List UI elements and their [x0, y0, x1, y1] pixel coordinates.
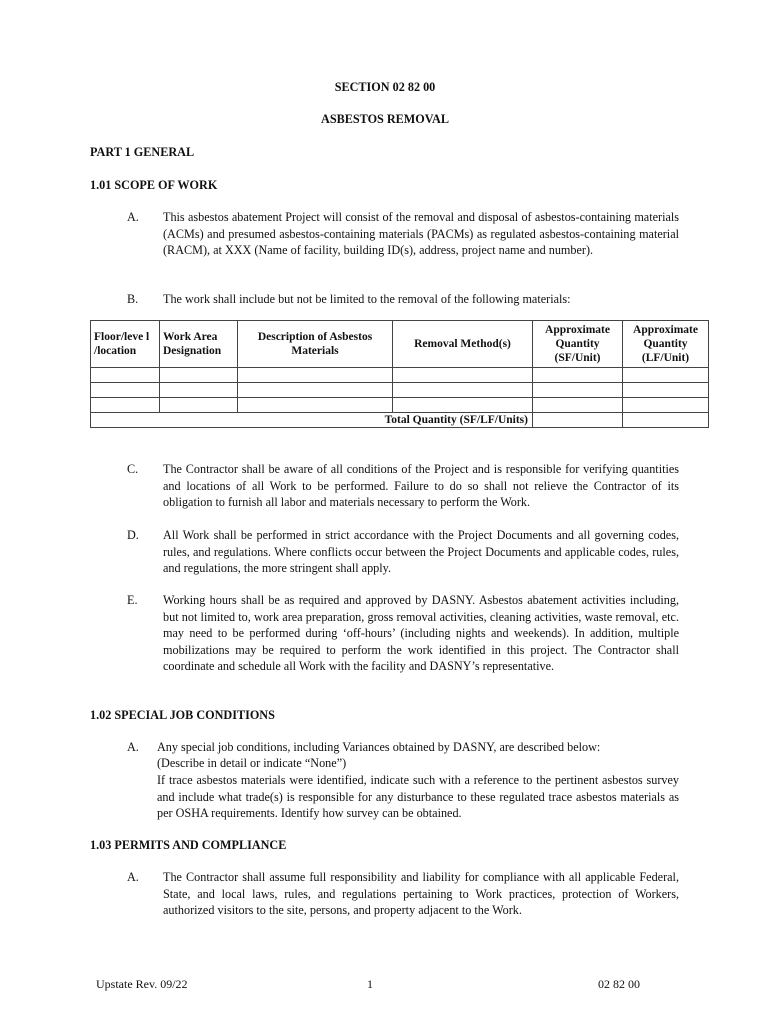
table-cell[interactable]	[238, 398, 393, 413]
table-cell[interactable]	[238, 368, 393, 383]
col-floor-location: Floor/leve l /location	[91, 321, 160, 368]
table-cell[interactable]	[160, 383, 238, 398]
footer-page-number: 1	[367, 977, 373, 991]
item-label-permits-a: A.	[127, 870, 139, 884]
heading-1-03: 1.03 PERMITS AND COMPLIANCE	[90, 838, 287, 852]
table-cell[interactable]	[533, 368, 623, 383]
scope-paragraph-b: The work shall include but not be limited to the removal of the following materials:	[163, 292, 571, 306]
table-cell[interactable]	[393, 398, 533, 413]
special-conditions-line2: (Describe in detail or indicate “None”)	[157, 756, 347, 770]
col-qty-lf: Approximate Quantity (LF/Unit)	[623, 321, 709, 368]
special-conditions-line1: Any special job conditions, including Variances obtained by DASNY, are described below:	[157, 740, 601, 754]
col-removal-method: Removal Method(s)	[393, 321, 533, 368]
item-label-c: C.	[127, 462, 139, 476]
table-cell[interactable]	[160, 368, 238, 383]
table-cell[interactable]	[91, 398, 160, 413]
item-label-special-a: A.	[127, 740, 139, 754]
scope-paragraph-e: Working hours shall be as required and approved by DASNY. Asbestos abatement activities including, but not limited to, work area preparation, gross removal activities, cleaning activities, waste removal, etc. may need to be performed during ‘off-hours’ (including nights and weekends). In addition, multiple mobilizations may be required to perform the work identified in this project. The Contractor shall coordinate and schedule all Work with the facility and DASNY’s representative.	[163, 593, 679, 674]
part-heading: PART 1 GENERAL	[90, 145, 195, 159]
footer-revision: Upstate Rev. 09/22	[96, 977, 188, 991]
special-conditions-paragraph: If trace asbestos materials were identified, indicate such with a reference to the pertinent asbestos survey and include what trade(s) is responsible for any disturbance to these regulated trace asbestos materials as per OSHA requirements. Identify how survey can be obtained.	[157, 773, 679, 821]
table-cell[interactable]	[160, 398, 238, 413]
document-title: ASBESTOS REMOVAL	[321, 112, 449, 126]
table-row	[91, 368, 709, 383]
table-total-row	[91, 413, 709, 428]
col-description: Description of Asbestos Materials	[238, 321, 393, 368]
table-row	[91, 398, 709, 413]
scope-paragraph-d: All Work shall be performed in strict accordance with the Project Documents and all governing codes, rules, and regulations. Where conflicts occur between the Project Documents and applicable codes, rules, and regulations, the more stringent shall apply.	[163, 528, 679, 576]
table-cell[interactable]	[238, 383, 393, 398]
heading-1-01: 1.01 SCOPE OF WORK	[90, 178, 218, 192]
table-cell[interactable]	[623, 368, 709, 383]
table-cell[interactable]	[623, 383, 709, 398]
table-cell[interactable]	[393, 383, 533, 398]
section-number: SECTION 02 82 00	[334, 80, 436, 94]
table-cell[interactable]	[533, 398, 623, 413]
table-cell[interactable]	[393, 368, 533, 383]
table-cell[interactable]	[91, 383, 160, 398]
total-lf-cell[interactable]	[623, 413, 709, 428]
item-label-d: D.	[127, 528, 139, 542]
item-label-b: B.	[127, 292, 139, 306]
table-cell[interactable]	[623, 398, 709, 413]
col-work-area: Work Area Designation	[160, 321, 238, 368]
scope-paragraph-a: This asbestos abatement Project will consist of the removal and disposal of asbestos-containing materials (ACMs) and presumed asbestos-containing materials (PACMs) as regulated asbestos-containing material (RACM), at XXX (Name of facility, building ID(s), address, project name and number).	[163, 210, 679, 258]
item-label-e: E.	[127, 593, 138, 607]
table-header-row	[91, 321, 709, 368]
footer-section-code: 02 82 00	[598, 977, 640, 991]
scope-paragraph-c: The Contractor shall be aware of all conditions of the Project and is responsible for verifying quantities and locations of all Work to be performed. Failure to do so shall not relieve the Contractor of its obligation to furnish all labor and materials necessary to perform the Work.	[163, 462, 679, 510]
total-quantity-label: Total Quantity (SF/LF/Units)	[91, 413, 533, 428]
permits-paragraph-a: The Contractor shall assume full responsibility and liability for compliance with all applicable Federal, State, and local laws, rules, and regulations pertaining to Work practices, protection of Workers, authorized visitors to the site, persons, and property adjacent to the Work.	[163, 870, 679, 918]
item-label-a: A.	[127, 210, 139, 224]
table-cell[interactable]	[91, 368, 160, 383]
heading-1-02: 1.02 SPECIAL JOB CONDITIONS	[90, 708, 275, 722]
total-sf-cell[interactable]	[533, 413, 623, 428]
materials-table	[90, 320, 709, 428]
table-cell[interactable]	[533, 383, 623, 398]
col-qty-sf: Approximate Quantity (SF/Unit)	[533, 321, 623, 368]
table-row	[91, 383, 709, 398]
